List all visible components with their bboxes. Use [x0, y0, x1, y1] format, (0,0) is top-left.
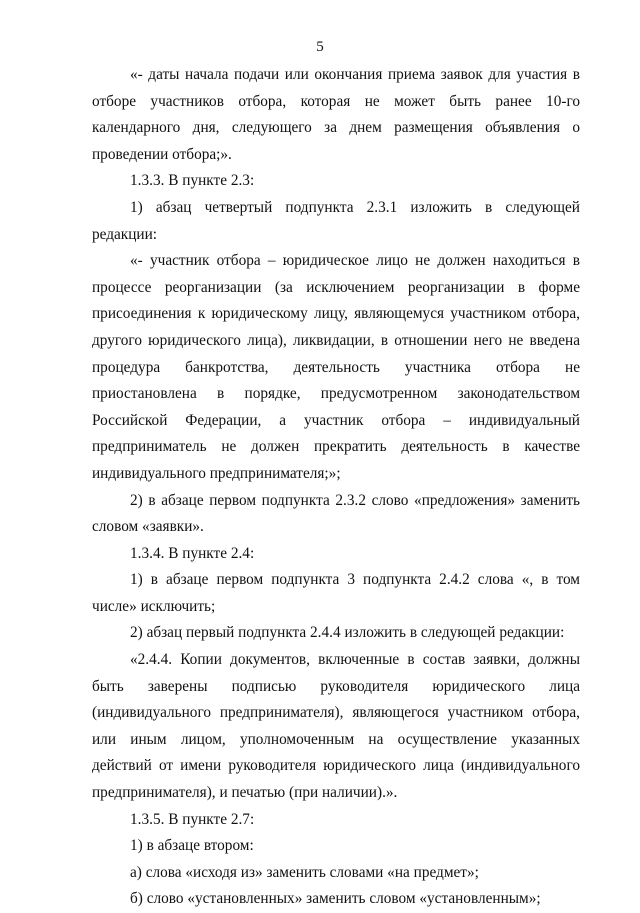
page-number: 5: [316, 39, 324, 55]
paragraph-participant-clause: «- участник отбора – юридическое лицо не должен находиться в процессе реорганизации (за исключением реорганизации в форме присоединения к юридическому лицу, являющемуся участником отбора, другого юридического лица), ликвидации, в отношении него не введена процедура банкротства, деятельность участника отбора не приостановлена в порядке, предусмотренном законодательством Российской Федерации, а участник отбора – индивидуальный предприниматель не должен прекратить деятельность в качестве индивидуального предпринимателя;»;: [92, 252, 580, 482]
paragraph-item-b: б) слово «установленных» заменить словом «установленным»;: [130, 890, 541, 908]
paragraph-amendment-2-4-2: 1) в абзаце первом подпункта 3 подпункта 2.4.2 слова «, в том числе» исключить;: [92, 571, 580, 615]
paragraph-heading-1-3-3: 1.3.3. В пункте 2.3:: [130, 172, 255, 190]
paragraph-amendment-2-3-2: 2) в абзаце первом подпункта 2.3.2 слово «предложения» заменить словом «заявки».: [92, 491, 580, 536]
paragraph-copies-clause: «2.4.4. Копии документов, включенные в состав заявки, должны быть заверены подписью руководителя юридического лица (индивидуального предпринимателя), являющегося участником отбора, или иным лицом, уполномоченным на осуществление указанных действий от имени руководителя юридического лица (индивидуального предпринимателя), и печатью (при наличии).».: [92, 651, 580, 802]
paragraph-amendment-2-4-4: 2) абзац первый подпункта 2.4.4 изложить в следующей редакции:: [130, 624, 565, 642]
paragraph-second-abstract: 1) в абзаце втором:: [130, 837, 254, 855]
paragraph-heading-1-3-5: 1.3.5. В пункте 2.7:: [130, 810, 255, 828]
document-body: [92, 62, 580, 913]
paragraph-heading-1-3-4: 1.3.4. В пункте 2.4:: [130, 544, 255, 562]
paragraph-amendment-2-3-1: 1) абзац четвертый подпункта 2.3.1 изложить в следующей редакции:: [92, 198, 580, 243]
paragraph-item-a: а) слова «исходя из» заменить словами «на предмет»;: [130, 863, 479, 881]
paragraph-date-clause: «- даты начала подачи или окончания приема заявок для участия в отборе участников отбора, которая не может быть ранее 10-го календарного дня, следующего за днем размещения объявления о проведении отбора;».: [92, 66, 580, 163]
